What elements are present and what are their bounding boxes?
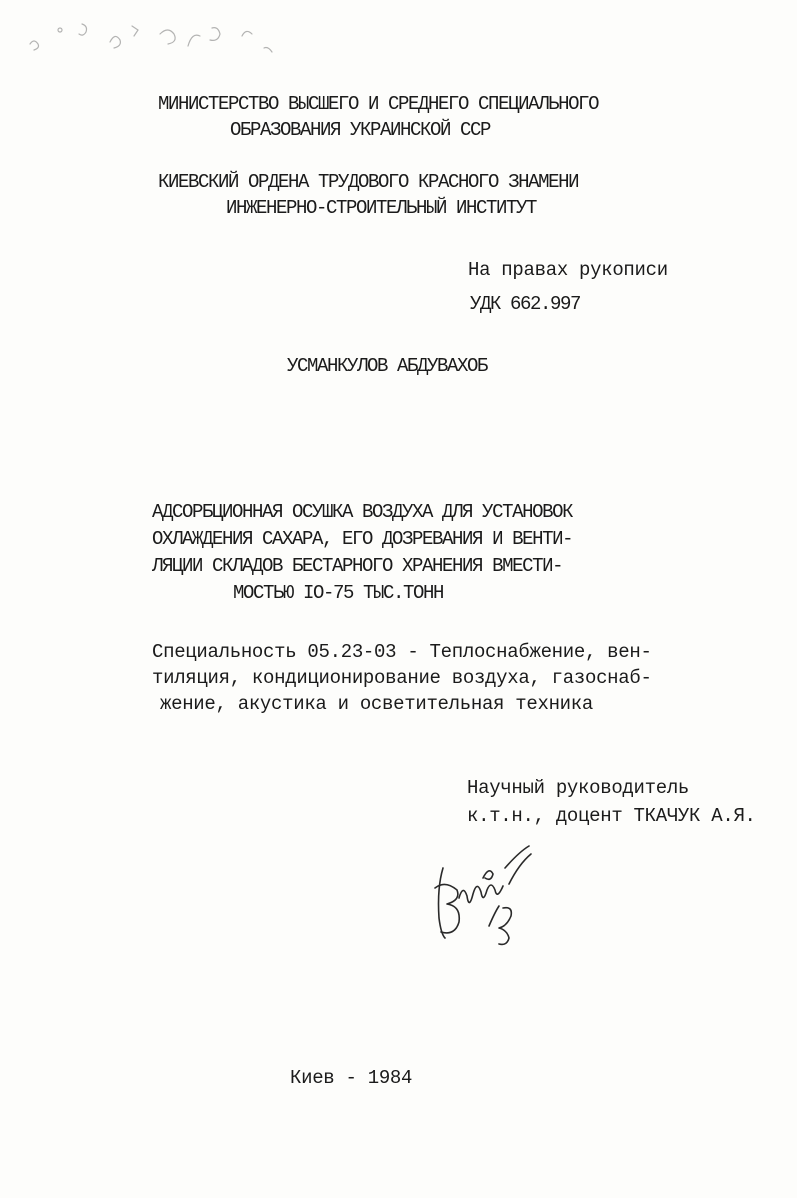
ministry-line-1: МИНИСТЕРСТВО ВЫСШЕГО И СРЕДНЕГО СПЕЦИАЛЬНОГО <box>158 93 599 115</box>
specialty-line-3: жение, акустика и осветительная техника <box>160 693 593 715</box>
title-line-3: ЛЯЦИИ СКЛАДОВ БЕСТАРНОГО ХРАНЕНИЯ ВМЕСТИ- <box>152 555 563 577</box>
specialty-line-1: Специальность 05.23-03 - Теплоснабжение, вен- <box>152 641 652 663</box>
place-and-year: Киев - 1984 <box>290 1067 413 1089</box>
title-line-1: АДСОРБЦИОННАЯ ОСУШКА ВОЗДУХА ДЛЯ УСТАНОВОК <box>152 501 573 523</box>
handwritten-signature <box>425 838 545 948</box>
supervisor-label: Научный руководитель <box>467 777 690 799</box>
supervisor-name: к.т.н., доцент ТКАЧУК А.Я. <box>467 805 756 827</box>
specialty-line-2: тиляция, кондиционирование воздуха, газоснаб- <box>152 667 652 689</box>
ministry-line-2: ОБРАЗОВАНИЯ УКРАИНСКОЙ ССР <box>230 119 491 141</box>
author-name: УСМАНКУЛОВ АБДУВАХОБ <box>287 355 488 377</box>
title-line-2: ОХЛАЖДЕНИЯ САХАРА, ЕГО ДОЗРЕВАНИЯ И ВЕНТИ- <box>152 528 573 550</box>
title-line-4: МОСТЬЮ IO-75 ТЫС.ТОНН <box>233 582 444 604</box>
udc-code: УДК 662.997 <box>470 293 581 315</box>
rights-note: На правах рукописи <box>468 259 668 281</box>
institute-line-2: ИНЖЕНЕРНО-СТРОИТЕЛЬНЫЙ ИНСТИТУТ <box>226 197 537 219</box>
faint-pencil-marks <box>20 12 280 57</box>
institute-line-1: КИЕВСКИЙ ОРДЕНА ТРУДОВОГО КРАСНОГО ЗНАМЕНИ <box>158 171 579 193</box>
